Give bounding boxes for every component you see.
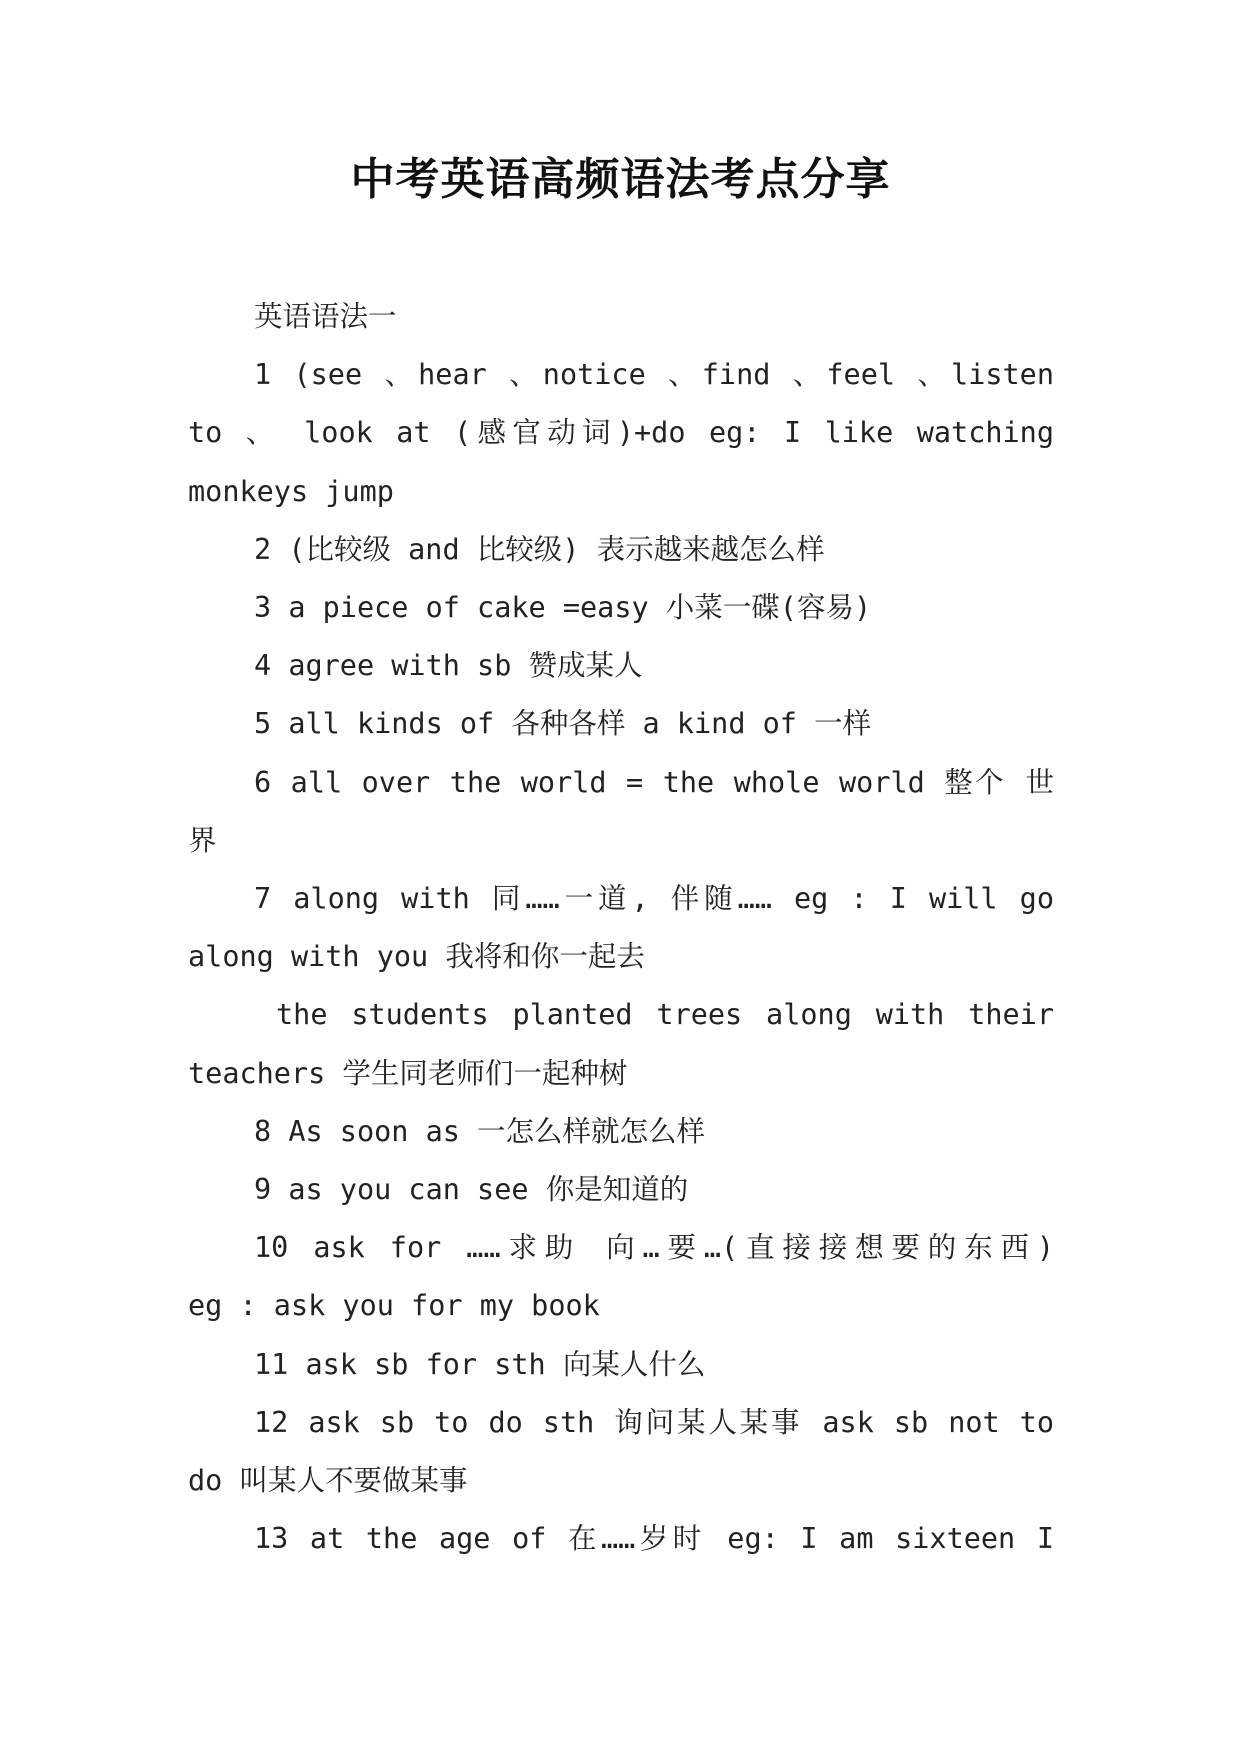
text-line: 11 ask sb for sth 向某人什么	[254, 1347, 706, 1381]
text-line: to 、 look at (感官动词)+do eg: I like watching	[188, 416, 1054, 450]
text-line: 8 As soon as 一怎么样就怎么样	[254, 1114, 706, 1148]
text-line: 2 (比较级 and 比较级) 表示越来越怎么样	[254, 532, 825, 566]
text-line: the students planted trees along with their	[276, 998, 1054, 1032]
text-line: 10 ask for ……求助 向…要…(直接接想要的东西)	[254, 1231, 1054, 1265]
document-title: 中考英语高频语法考点分享	[350, 154, 891, 205]
text-line: along with you 我将和你一起去	[188, 940, 645, 974]
text-line: 6 all over the world = the whole world 整个 世	[254, 765, 1054, 799]
text-line: 7 along with 同……一道, 伴随…… eg : I will go	[254, 882, 1054, 916]
text-line: teachers 学生同老师们一起种树	[188, 1056, 628, 1090]
text-line: 9 as you can see 你是知道的	[254, 1173, 689, 1207]
text-line: do 叫某人不要做某事	[188, 1464, 468, 1498]
text-line: 界	[188, 823, 217, 857]
text-line: 1 (see 、hear 、notice 、find 、feel 、listen	[254, 358, 1054, 392]
text-line: 5 all kinds of 各种各样 a kind of 一样	[254, 707, 872, 741]
text-line: 13 at the age of 在……岁时 eg: I am sixteen I	[254, 1522, 1054, 1556]
text-line: 12 ask sb to do sth 询问某人某事 ask sb not to	[254, 1405, 1054, 1439]
text-line: 3 a piece of cake =easy 小菜一碟(容易)	[254, 591, 872, 625]
document-body	[188, 288, 1054, 1568]
section-heading: 英语语法一	[254, 300, 397, 333]
text-line: 4 agree with sb 赞成某人	[254, 649, 643, 683]
text-line: monkeys jump	[188, 474, 394, 508]
text-line: eg : ask you for my book	[188, 1289, 600, 1323]
